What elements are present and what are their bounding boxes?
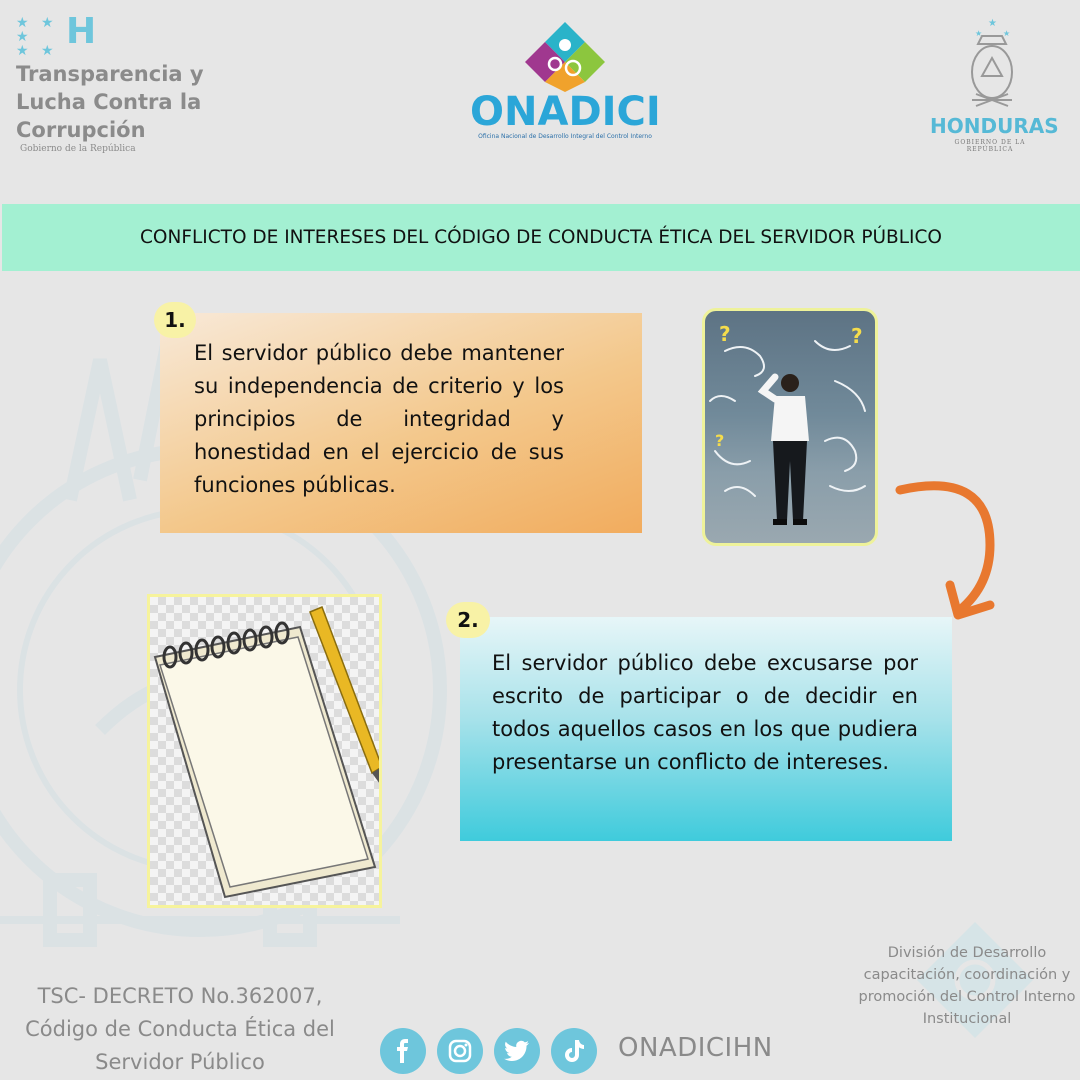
- svg-text:?: ?: [851, 324, 863, 348]
- facebook-icon[interactable]: [380, 1028, 426, 1074]
- item-2-text: El servidor público debe excusarse por escrito de participar o de decidir en todos aquellos casos en los que pudiera presentarse un conflicto de intereses.: [492, 651, 918, 774]
- curved-arrow-icon: [880, 475, 1020, 635]
- honduras-seal-icon: [930, 14, 1050, 114]
- transparency-logo-title: Transparencia y Lucha Contra la Corrupción: [16, 62, 204, 142]
- item-2-badge: 2.: [446, 602, 490, 638]
- tiktok-icon[interactable]: [551, 1028, 597, 1074]
- social-handle[interactable]: ONADICIHN: [618, 1033, 773, 1063]
- notepad-pencil-image: [147, 594, 382, 908]
- notepad-illustration: [150, 597, 379, 905]
- item-1-card: [160, 313, 642, 533]
- transparency-logo: [14, 11, 274, 154]
- svg-text:?: ?: [719, 322, 731, 346]
- svg-text:?: ?: [715, 431, 725, 450]
- h-mark-icon: H: [66, 11, 97, 52]
- twitter-icon[interactable]: [494, 1028, 540, 1074]
- item-1-badge: 1.: [154, 302, 196, 338]
- title-banner: [2, 204, 1080, 271]
- thinking-man-photo: [702, 308, 878, 546]
- svg-text:★: ★: [988, 18, 997, 29]
- banner-title: CONFLICTO DE INTERESES DEL CÓDIGO DE CONDUCTA ÉTICA DEL SERVIDOR PÚBLICO: [140, 227, 942, 248]
- transparency-logo-subtitle: Gobierno de la República: [20, 144, 136, 154]
- onadici-subtitle: Oficina Nacional de Desarrollo Integral del Control Interno: [478, 133, 652, 140]
- item-2-card: [460, 617, 952, 841]
- thinking-man-illustration: [705, 311, 875, 543]
- onadici-emblem-icon: [470, 20, 660, 92]
- decree-reference: TSC- DECRETO No.362007, Código de Conducta Ética del Servidor Público: [25, 984, 335, 1074]
- honduras-logo: [930, 14, 1059, 154]
- division-credit: División de Desarrollo capacitación, coordinación y promoción del Control Interno Institucional: [858, 945, 1076, 1027]
- instagram-icon[interactable]: [437, 1028, 483, 1074]
- honduras-name: HONDURAS: [930, 114, 1059, 138]
- svg-text:★: ★: [1003, 29, 1011, 38]
- honduras-subtitle: GOBIERNO DE LA REPÚBLICA: [954, 139, 1026, 153]
- item-1-text: El servidor público debe mantener su independencia de criterio y los principios de integridad y honestidad en el ejercicio de sus funciones públicas.: [194, 341, 564, 497]
- svg-text:★: ★: [975, 29, 983, 38]
- onadici-logo: [470, 20, 660, 145]
- stars-icon: ★ ★ ★ ★ ★: [16, 15, 58, 59]
- onadici-name: ONADICI: [470, 89, 661, 135]
